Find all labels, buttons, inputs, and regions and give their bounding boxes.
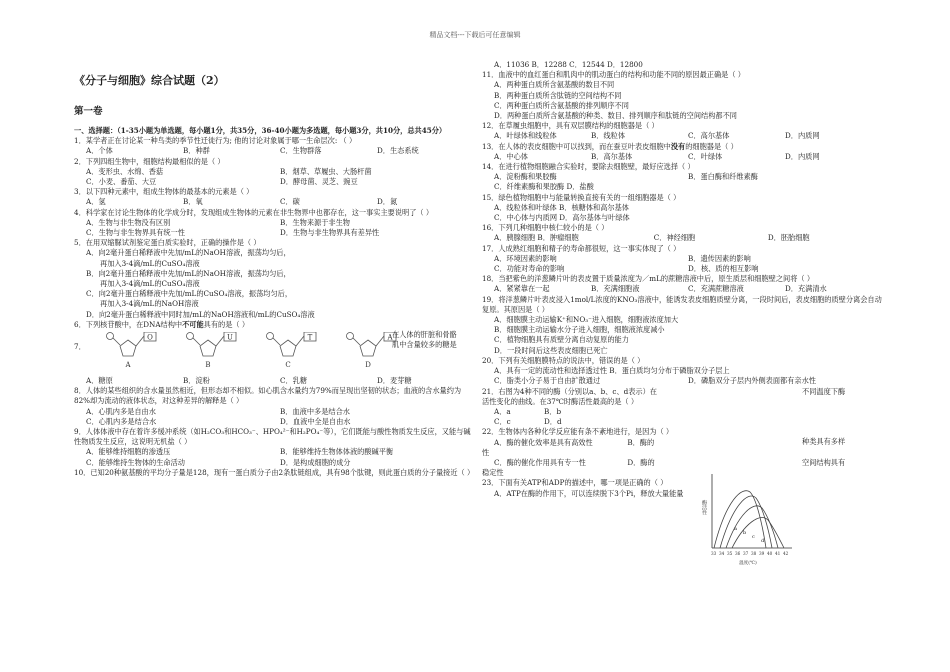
question-18: 18．当把紫色的洋葱鳞片叶的表皮置于质量浓度为／mL的蔗糖溶液中后，原生质层和细胞壁之间将（ ） (482, 274, 815, 284)
question-21-options (482, 407, 594, 417)
part-heading: 第一卷 (74, 106, 103, 117)
question-21-block (482, 387, 882, 397)
curve-label-d: d (761, 538, 765, 544)
question-13-options (482, 152, 882, 162)
option: B．种群 (183, 146, 210, 156)
option: A．叶绿体和线粒体 (494, 131, 557, 141)
option: A．糖原 (86, 376, 113, 386)
option-continued: 稳定性 (482, 468, 504, 478)
option: C．小麦、番茄、大豆 (86, 177, 157, 187)
question-11: 11．血液中的血红蛋白和肌肉中的肌动蛋白的结构和功能不同的原因最正确是（ ） (482, 70, 745, 80)
question-22-block-2 (482, 458, 882, 468)
question-9-options (74, 458, 474, 468)
option: D．内质网 (785, 151, 820, 161)
option: D．充满清水 (785, 284, 827, 294)
option: C．碳 (280, 197, 300, 207)
right-column (482, 60, 882, 566)
option: D．酶的 (627, 457, 655, 467)
x-tick: 35 (727, 551, 733, 556)
question-20: 20．下列有关细胞膜特点的说法中，错误的是（ ） (482, 355, 645, 365)
option: C．两种蛋白质所含氨基酸的排列顺序不同 (494, 100, 629, 110)
option: B．向2毫升蛋白稀释液中先加/mL的NaOH溶液，振荡均匀后， (86, 268, 291, 278)
option-continued: 性 (482, 447, 490, 457)
x-tick: 38 (751, 551, 757, 556)
enzyme-activity-figure (698, 470, 794, 570)
question-18-options (482, 284, 882, 294)
figure-letter: A (125, 361, 131, 370)
option: C．神经细胞 (653, 233, 696, 243)
option: B．生物来源于非生物 (280, 217, 350, 227)
question-17-options (482, 264, 882, 274)
option: A．具有一定的流动性和选择透过性 B．蛋白质均匀分布于磷脂双分子层上 (494, 366, 730, 376)
question-3-options (74, 197, 474, 207)
question-2-options (74, 177, 474, 187)
section-heading: 一、选择题：（1-35小题为单选题，每小题1分，共35分，36-40小题为多选题，每小题3分，共10分，总共45分） (74, 126, 447, 135)
option: C．高尔基体 (688, 131, 730, 141)
option: A．心肌内多是自由水 (86, 406, 156, 416)
option: A．氢 (86, 197, 106, 207)
question-22-right-text-2: 空间结构具有 (802, 457, 846, 467)
question-21-right-text: 不同温度下酶 (802, 386, 846, 396)
option: A．生物与非生物没有区别 (86, 217, 171, 227)
base-label: A (387, 333, 393, 342)
option: D．d (544, 417, 562, 427)
option: D．血液中全是自由水 (280, 416, 351, 426)
question-8-options (74, 407, 474, 417)
option: A．紧紧靠在一起 (494, 284, 550, 294)
question-22-options (482, 458, 694, 468)
option: C．植物细胞具有质壁分离自动复原的能力 (494, 335, 629, 345)
question-8-options (74, 417, 474, 427)
question-16-options (482, 233, 882, 243)
option: B．淀粉 (183, 376, 210, 386)
option: B．血液中多是结合水 (280, 406, 350, 416)
option: D．酵母菌、灵芝、豌豆 (280, 177, 358, 187)
nucleotide-icon (104, 332, 164, 376)
nucleotide-a (104, 332, 164, 376)
option: C．脂类小分子易于自由扩散通过 (494, 376, 601, 386)
option: D．氮 (377, 197, 398, 207)
question-4-options (74, 218, 474, 228)
x-tick: 40 (767, 551, 773, 556)
option: A．变形虫、水绵、香菇 (86, 166, 164, 176)
option: A．两种蛋白质所含氨基酸的数目不同 (494, 80, 615, 90)
question-6-text-end: 具有的是（ ） (203, 319, 250, 329)
question-13-emphasis: 没有 (670, 141, 686, 151)
option: C．中心体与内质网 D．高尔基体与叶绿体 (494, 213, 630, 223)
option: C．酶的催化作用具有专一性 (494, 457, 586, 467)
curve-d (732, 518, 784, 548)
option: A．细胞膜主动运输K⁺和NO₃⁻进入细胞，细胞液浓度加大 (494, 315, 679, 325)
question-2: 2．下列四组生物中，细胞结构最相似的是（ ） (74, 156, 225, 166)
question-3: 3．以下四种元素中，组成生物体的最基本的元素是（ ） (74, 187, 254, 197)
option: B．两种蛋白质所含肽链的空间结构不同 (494, 90, 622, 100)
option: A．胰腺细胞 B．肿瘤细胞 (494, 233, 579, 243)
option: C．心肌内多是结合水 (86, 416, 157, 426)
question-13-text: 13．在人体的表皮细胞中可以找到，而在蚕豆叶表皮细胞中 (482, 141, 671, 151)
question-22-options (482, 438, 694, 448)
option: B．高尔基体 (591, 151, 633, 161)
option: D．核、质的相互影响 (688, 264, 759, 274)
option: D．一段时间后这些表皮细胞已死亡 (494, 345, 608, 355)
base-label: U (227, 333, 233, 342)
question-4-options (74, 228, 474, 238)
x-tick: 34 (719, 551, 725, 556)
option: B．能够维持生物体体液的酸碱平衡 (280, 447, 394, 457)
option: C．叶绿体 (688, 151, 723, 161)
option: A．向2毫升蛋白稀释液中先加/mL的NaOH溶液，振荡均匀后， (86, 248, 291, 258)
option: A．a (494, 406, 511, 416)
option: C．乳糖 (280, 376, 308, 386)
nucleotide-icon (184, 332, 244, 376)
question-16: 16．下列几种细胞中核仁较小的是（ ） (482, 223, 609, 233)
x-tick: 37 (743, 551, 749, 556)
option: B．b (544, 406, 562, 416)
question-14: 14．在进行植物细胞融合实验时，要除去细胞壁，最好应选择（ ） (482, 162, 695, 172)
option: D．是构成细胞的成分 (280, 457, 351, 467)
x-tick: 42 (783, 551, 789, 556)
question-10-options: A．11036 B．12288 C．12544 D．12800 (494, 60, 643, 69)
question-13-text-end: 的细胞器是（ ） (685, 141, 738, 151)
x-tick-labels (711, 551, 789, 556)
x-tick: 39 (759, 551, 765, 556)
question-17: 17．人成熟红细胞和精子的寿命都很短，这一事实体现了（ ） (482, 243, 681, 253)
option: D．两种蛋白质所含氨基酸的种类、数目、排列顺序和肽链的空间结构都不同 (494, 111, 737, 121)
option: C．生物与非生物界具有统一性 (86, 228, 185, 238)
option: B．线粒体 (591, 131, 626, 141)
option: C．向2毫升蛋白稀释液中先加/mL的CuSO₄溶液，振荡均匀后， (86, 289, 293, 299)
nucleotide-b (184, 332, 244, 376)
option: B．氧 (183, 197, 203, 207)
base-label: T (307, 333, 313, 342)
question-17-options (482, 254, 882, 264)
page-header: 精品文档---下载后可任意编辑 (429, 31, 521, 39)
curve-label-c: c (752, 534, 755, 540)
question-21: 21．右图为4种不同的酶（分别以a、b、c、d表示）在 (482, 386, 657, 396)
option: A．淀粉酶和果胶酶 (494, 172, 557, 182)
enzyme-activity-chart (698, 470, 794, 570)
x-axis-label: 温度(℃) (739, 561, 757, 566)
option: C．c (494, 417, 511, 427)
question-8: 8．人体的某些组织的含水量虽然相近，但形态却不相似。如心肌含水量约为79%而呈现出坚韧的状态；血液的含水量约为82%却为流动的液体状态，对这种差异的解释是（ ） (74, 386, 462, 406)
question-10: 10．已知20种氨基酸的平均分子量是128，现有一蛋白质分子由2条肽链组成，具有98个肽键，则此蛋白质的分子量接近（ ） (74, 467, 475, 477)
question-1-options (74, 146, 474, 156)
question-20-options (482, 376, 882, 386)
question-22-right-text: 种类具有多样 (802, 437, 846, 447)
x-tick: 41 (775, 551, 781, 556)
option: B．充满细胞液 (591, 284, 640, 294)
option-continued: 再加入3-4滴/mL的CuSO₄溶液 (100, 258, 200, 268)
question-15: 15．绿色植物细胞中与能量转换直接有关的一组细胞器是（ ） (482, 192, 681, 202)
option: C．功能对寿命的影响 (494, 264, 565, 274)
option: D．内质网 (785, 131, 820, 141)
option: A．线粒体和叶绿体 B．核糖体和高尔基体 (494, 202, 629, 212)
option: D．向2毫升蛋白稀释液中同时加/mL的NaOH溶液和/mL的CuSO₄溶液 (86, 309, 315, 319)
figure-letter: D (365, 361, 371, 370)
question-9: 9．人体体液中存在着许多缓冲系统（如H₂CO₃和HCO₃⁻、HPO₄²⁻和H₂PO₄⁻等），它们既能与酸性物质发生反应，又能与碱性物质发生反应，这说明无机盐（ ） (74, 427, 471, 447)
question-6-text: 6．下列核苷酸中，在DNA结构中 (74, 319, 183, 329)
curve-label-b: b (743, 530, 747, 536)
question-7-text: 在人体的肝脏和骨骼肌中含量较多的糖是 (392, 330, 457, 350)
x-tick: 36 (735, 551, 741, 556)
option: B．遗传因素的影响 (688, 253, 751, 263)
option: A．能够维持细胞的渗透压 (86, 447, 171, 457)
page-title: 《分子与细胞》综合试题（2） (74, 74, 225, 87)
question-1: 1．某学者正在讨论某一种鸟类的季节性迁徙行为; 他的讨论对象属于哪一生命层次: （ ） (74, 136, 357, 146)
question-7-options (74, 376, 474, 386)
option: A．个体 (86, 146, 113, 156)
option: A．酶的催化效率是具有高效性 (494, 437, 593, 447)
option: D．麦芽糖 (377, 376, 412, 386)
question-13 (482, 142, 882, 152)
option: B．蛋白酶和纤维素酶 (688, 172, 758, 182)
option: A．ATP在酶的作用下，可以连续脱下3个Pi，释放大量能量 (494, 488, 684, 498)
question-4: 4．科学家在讨论生物体的化学成分时，发现组成生物体的元素在非生物界中也都存在，这一事实主要说明了（ ） (74, 207, 434, 217)
question-22: 22．生物体内各种化学反应能有条不紊地进行，是因为（ ） (482, 427, 674, 437)
option: D．胚胎细胞 (767, 233, 810, 243)
option: B．酶的 (627, 437, 655, 447)
option: B．细胞膜主动运输水分子进入细胞，细胞液浓度减小 (494, 325, 665, 335)
question-19: 19．将洋葱鳞片叶表皮浸入1mol/L浓度的KNO₃溶液中，能诱发表皮细胞质壁分离，一段时间后，表皮细胞的质壁分离会自动复原。其原因是（ ） (482, 294, 882, 314)
option: A．中心体 (494, 151, 528, 161)
question-2-options (74, 167, 474, 177)
question-6-emphasis: 不可能 (182, 319, 204, 329)
question-23: 23．下面有关ATP和ADP的描述中，哪一项是正确的（ ） (482, 478, 668, 488)
nucleotide-icon (264, 332, 324, 376)
question-5: 5．在用双缩脲试剂鉴定蛋白质实验时，正确的操作是（ ） (74, 238, 261, 248)
question-6 (74, 320, 474, 330)
nucleotide-figure-row (74, 332, 474, 376)
nucleotide-c (264, 332, 324, 376)
option: C．充满蔗糖溶液 (688, 284, 744, 294)
question-12: 12．在草履虫细胞中，具有双层膜结构的细胞器是（ ） (482, 121, 659, 131)
question-12-options (482, 131, 882, 141)
option: B．烟草、草履虫、大肠杆菌 (280, 166, 372, 176)
base-label: O (147, 333, 153, 342)
question-7-number: 7． (74, 342, 86, 352)
y-axis-label: 酶活性 (701, 500, 707, 515)
question-14-options (482, 172, 882, 182)
option: D．生态系统 (377, 146, 419, 156)
option: A．环境因素的影响 (494, 253, 557, 263)
option: C．生物群落 (280, 146, 322, 156)
option: D．磷脂双分子层内外侧表面都有亲水性 (688, 376, 816, 386)
option: D．生物与非生物界具有差异性 (280, 228, 380, 238)
figure-letter: B (205, 361, 211, 370)
option: C．能够维持生物体的生命活动 (86, 457, 185, 467)
question-9-options (74, 447, 474, 457)
left-column (74, 62, 474, 478)
curve-label-a: a (734, 526, 737, 532)
option-continued: 再加入3-4滴/mL的CuSO₄溶液 (100, 279, 200, 289)
question-21-options (482, 417, 594, 427)
x-tick: 33 (711, 551, 717, 556)
option: C．纤维素酶和果胶酶 D．盐酸 (494, 182, 594, 192)
question-21-continued: 活性变化的曲线。在37℃时酶活性最高的是（ ） (482, 396, 639, 406)
option-continued: 再加入3-4滴/mL的NaOH溶液 (100, 299, 199, 309)
figure-letter: C (285, 361, 291, 370)
